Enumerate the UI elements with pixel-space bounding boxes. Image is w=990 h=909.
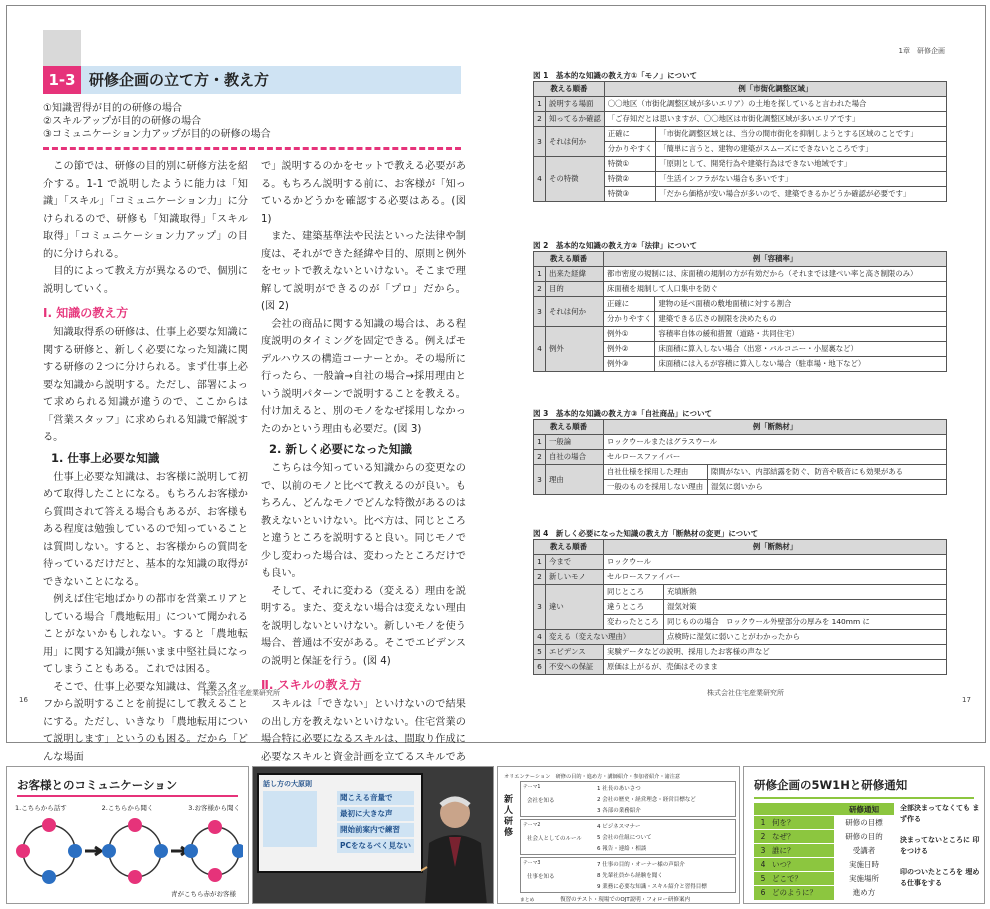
- row-key: 新しいモノ: [546, 570, 604, 585]
- sub-key: 例外②: [604, 342, 655, 357]
- row-num: 6: [760, 888, 766, 897]
- footer-tag: まとめ: [520, 898, 535, 903]
- row-number: 3: [534, 297, 546, 327]
- row-answer: 実施日時: [834, 858, 894, 871]
- row-key: 不安への保証: [546, 660, 604, 675]
- sub-value: 「原則として、開発行為や建築行為はできない地域です」: [656, 157, 947, 172]
- row-value: ロックウールまたはグラスウール: [604, 435, 947, 450]
- heading-skill: Ⅱ. スキルの教え方: [261, 678, 362, 692]
- table-header-row: [754, 803, 894, 816]
- row-answer: 実施場所: [834, 872, 894, 885]
- fig1-caption: 図 1 基本的な知識の教え方①「モノ」について: [533, 71, 697, 80]
- cycle-1: [16, 818, 82, 884]
- thumbnail-5w1h[interactable]: [743, 766, 985, 904]
- theme-items: [597, 784, 696, 817]
- board-item: 最初に大きな声: [337, 807, 414, 821]
- row-number: 5: [534, 645, 546, 660]
- fig4-caption: 図 4 新しく必要になった知識の教え方「断熱材の変更」について: [533, 529, 759, 538]
- row-num: 4: [760, 860, 766, 869]
- footer-text: 復習のテスト・現場でのOJT説明・フォロー研修案内: [560, 897, 690, 903]
- header-cell: 例「市街化調整区域」: [604, 82, 946, 97]
- objective-item: ③コミュニケーション力アップが目的の研修の場合: [43, 129, 271, 140]
- row-answer: 研修の目的: [834, 830, 894, 843]
- row-number: 1: [534, 267, 546, 282]
- row-number: 1: [534, 97, 546, 112]
- page-number-right: 17: [962, 696, 971, 704]
- fig3-caption: 図 3 基本的な知識の教え方③「自社商品」について: [533, 409, 713, 418]
- row-key: 一般論: [546, 435, 604, 450]
- theme-item: 7 仕事の目的・オーナー様の声紹介: [597, 862, 685, 868]
- thumbnail-communication[interactable]: [6, 766, 249, 904]
- sub-value: 湿気に弱いから: [708, 480, 947, 495]
- sub-value: 充填断熱: [664, 585, 947, 600]
- sub-value: 湿気対策: [664, 600, 947, 615]
- fig4-table: [533, 539, 947, 675]
- objective-item: ①知識習得が目的の研修の場合: [43, 103, 182, 114]
- book-spread: [6, 5, 986, 763]
- themes-list: [520, 781, 736, 903]
- row-number: 2: [534, 450, 546, 465]
- section-title: 研修企画の立て方・教え方: [89, 71, 270, 89]
- subheading: 2. 新しく必要になった知識: [269, 442, 412, 456]
- dashed-rule: [43, 147, 461, 150]
- row-number: 3: [534, 465, 546, 495]
- row-key: 変える（変えない理由）: [546, 630, 664, 645]
- running-head: 1章 研修企画: [898, 47, 945, 55]
- row-key: それは何か: [546, 127, 605, 157]
- row-key: それは何か: [546, 297, 604, 327]
- row-value: 点検時に湿気に弱いことがわかったから: [664, 630, 947, 645]
- row-answer: 研修の目標: [834, 816, 894, 829]
- sub-key: 同じところ: [604, 585, 664, 600]
- row-number: 3: [534, 127, 546, 157]
- sub-key: 正確に: [604, 297, 655, 312]
- cycle-diagram: [15, 815, 243, 889]
- theme-item: 8 先輩社員から経験を聞く: [597, 873, 663, 879]
- sub-key: 特徴①: [604, 157, 655, 172]
- board-item: 聞こえる音量で: [337, 791, 414, 805]
- paragraph: 目的によって教え方が異なるので、個別に説明していく。: [43, 266, 248, 295]
- row-key: 出来た経緯: [546, 267, 604, 282]
- paragraph: スキルは「できない」といけないので結果の出し方を教えないといけない。住宅営業の場合特に必要になるスキルは、間取り作成に必要なスキルと資金計画を立てるスキルであ: [261, 699, 466, 763]
- illustration: [263, 791, 317, 847]
- sub-value: 「生活インフラがない場合も多いです」: [656, 172, 947, 187]
- sub-value: 容積率自体の緩和措置（道路・共同住宅）: [655, 327, 947, 342]
- row-value: ロックウール: [604, 555, 947, 570]
- thumbnail-new-employee-training[interactable]: [497, 766, 740, 904]
- header-cell: 教える順番: [534, 420, 604, 435]
- sub-key: 特徴③: [604, 187, 655, 202]
- row-number: 1: [534, 435, 546, 450]
- board-items: [337, 791, 414, 853]
- cycle-3: [184, 820, 243, 882]
- step-label: 1.こちらから話す: [15, 804, 67, 812]
- sub-key: 分かりやすく: [604, 312, 655, 327]
- sub-key: 特徴②: [604, 172, 655, 187]
- sub-value: 「市街化調整区域とは、当分の間市街化を抑制しようとする区域のことです」: [656, 127, 947, 142]
- row-question: いつ？: [772, 860, 795, 869]
- presentation-screen: [257, 773, 423, 873]
- sub-value: 同じものの場合 ロックウール外壁部分の厚みを 140mm に: [664, 615, 947, 630]
- fig2-table: [533, 251, 947, 372]
- sub-key: 正確に: [604, 127, 655, 142]
- notes: [900, 803, 980, 889]
- header-cell: 例「容積率」: [604, 252, 947, 267]
- row-num: 2: [760, 832, 766, 841]
- row-value: セルロースファイバー: [604, 450, 947, 465]
- thumb-title: お客様とのコミュニケーション: [17, 778, 178, 792]
- row-key: 自社の場合: [546, 450, 604, 465]
- row-number: 4: [534, 157, 546, 202]
- row-number: 2: [534, 112, 546, 127]
- board-item: 開始前案内で練習: [337, 823, 414, 837]
- 5w1h-table: [754, 803, 894, 900]
- row-key: 知ってるか確認: [546, 112, 605, 127]
- col-head: 研修通知: [849, 805, 879, 814]
- table-row: [754, 858, 894, 872]
- legend-caption: 青がこちら赤がお客様: [171, 890, 236, 898]
- paragraph: こちらは今知っている知識からの変更なので、以前のモノと比べて教えるのが良い。もちろん、どんなモノでどんな特徴があるのは教えないといけない。比べ方は、同じところと違うところを説明すると良い。同じモノで少し変わった場合は、変わったところだけでも良い。: [261, 463, 466, 579]
- objectives-list: [43, 102, 271, 141]
- section-number: 1-3: [43, 66, 81, 94]
- subheading: 1. 仕事上必要な知識: [51, 450, 160, 465]
- sub-key: 変わったところ: [604, 615, 664, 630]
- sub-key: 分かりやすく: [604, 142, 655, 157]
- note: 決まってないところに 印をつける: [900, 836, 980, 855]
- row-value: 「ご存知だとは思いますが、〇〇地区は市街化調整区域が多いエリアです」: [604, 112, 946, 127]
- sub-key: 一般のものを採用しない理由: [604, 480, 708, 495]
- theme-label: 仕事を知る: [527, 874, 555, 880]
- row-number: 3: [534, 585, 546, 630]
- theme-block: [520, 819, 736, 855]
- row-value: セルロースファイバー: [604, 570, 947, 585]
- section-heading: [43, 66, 461, 94]
- row-num: 5: [760, 874, 766, 883]
- note: 印のついたところを 埋める仕事をする: [900, 868, 980, 887]
- table-row: [754, 830, 894, 844]
- summary-row: [520, 895, 736, 903]
- row-key: 違い: [546, 585, 604, 630]
- row-number: 1: [534, 555, 546, 570]
- thumbnail-seminar-video[interactable]: [252, 766, 494, 904]
- board-item: PCをなるべく見ない: [337, 839, 414, 853]
- row-answer: 進め方: [834, 886, 894, 900]
- step-label: 3.お客様から聞く: [188, 804, 240, 812]
- sub-key: 違うところ: [604, 600, 664, 615]
- theme-item: 4 ビジネスマナー: [597, 824, 641, 830]
- sub-key: 自社仕様を採用した理由: [604, 465, 708, 480]
- row-key: 今まで: [546, 555, 604, 570]
- paragraph: 例えば住宅地ばかりの都市を営業エリアとしている場合「農地転用」について聞かれることがないかもしれない。すると「農地転用」に関する知識が無いまま中堅社員になってしまうこともある。これでは困る。: [43, 594, 248, 675]
- row-value: 原価は上がるが、売価はそのまま: [604, 660, 947, 675]
- table-row: [754, 886, 894, 900]
- title-rule: [754, 797, 974, 799]
- orientation-header: オリエンテーション 研修の目的・進め方・講師紹介・参加者紹介・諸注意: [504, 774, 681, 780]
- row-number: 4: [534, 327, 546, 372]
- paragraph: そこで、仕事上必要な知識は、営業スタッフから説明することを前提にして教えることにする。ただし、いきなり「農地転用について説明します」というのも困る。だから「どんな場面: [43, 681, 248, 763]
- sub-value: 「簡単に言うと、建物の建築がスムーズにできないところです」: [656, 142, 947, 157]
- theme-block: [520, 857, 736, 893]
- theme-label: 社会人としてのルール: [527, 836, 582, 842]
- sub-value: 建築できる広さの制限を決めたもの: [655, 312, 947, 327]
- row-key: 例外: [546, 327, 604, 372]
- header-cell: 例「断熱材」: [604, 540, 947, 555]
- theme-item: 1 社長のあいさつ: [597, 786, 641, 792]
- speaker-figure: [421, 787, 494, 904]
- row-number: 2: [534, 570, 546, 585]
- fig3-table: [533, 419, 947, 495]
- note: 全部決まってなくても まず作る: [900, 804, 980, 823]
- vertical-label: 新人研修: [504, 795, 514, 838]
- table-row: [754, 844, 894, 858]
- sub-value: 「だから価格が安い場合が多いので、建築できるかどうか確認が必要です」: [656, 187, 947, 202]
- row-question: 誰に？: [772, 846, 795, 855]
- step-labels: [15, 803, 240, 812]
- theme-items: [597, 822, 652, 855]
- body-column-1: [43, 158, 248, 766]
- row-question: どこで？: [772, 874, 802, 883]
- paragraph: この節では、研修の目的別に研修方法を紹介する。1-1 で説明したように能力は「知識」「スキル」「コミュニケーション力」に分けられるので、研修も「知識取得」「スキル取得」「コミュニケーション力アップ」の目的に分けられる。: [43, 161, 248, 260]
- theme-label: 会社を知る: [527, 798, 555, 804]
- row-value: 〇〇地区（市街化調整区域が多いエリア）の土地を探していると言われた場合: [604, 97, 946, 112]
- row-value: 都市密度の規制には、床面積の規制の方が有効だから（それまでは建ぺい率と高さ制限のみ）: [604, 267, 947, 282]
- theme-tag: テーマ2: [523, 823, 541, 828]
- sub-value: 隙間がない、内部結露を防ぐ、防音や吸音にも効果がある: [708, 465, 947, 480]
- table-row: [754, 872, 894, 886]
- row-key: 理由: [546, 465, 604, 495]
- row-num: 3: [760, 846, 766, 855]
- body-column-2: [261, 158, 466, 784]
- heading-knowledge: Ⅰ. 知識の教え方: [43, 306, 129, 320]
- header-cell: 例「断熱材」: [604, 420, 947, 435]
- row-number: 6: [534, 660, 546, 675]
- table-row: [754, 816, 894, 830]
- row-value: 実験データなどの説明、採用したお客様の声など: [604, 645, 947, 660]
- row-key: エビデンス: [546, 645, 604, 660]
- theme-item: 6 報告・連絡・相談: [597, 846, 647, 852]
- objective-item: ②スキルアップが目的の研修の場合: [43, 116, 202, 127]
- header-cell: 教える順番: [534, 82, 605, 97]
- theme-item: 5 会社の仕組について: [597, 835, 652, 841]
- paragraph: 知識取得系の研修は、仕事上必要な知識に関する研修と、新しく必要になった知識に関する研修の２つに分けられる。まず仕事上必要な知識から説明する。ただし、部署によって求められる知識が違うので、ここからは「営業スタッフ」に求められる知識で解説する。: [43, 327, 248, 443]
- arrow-icon: [85, 847, 101, 855]
- theme-block: [520, 781, 736, 817]
- theme-item: 9 業務に必要な知識・スキル紹介と習得目標: [597, 884, 707, 890]
- theme-tag: テーマ3: [523, 861, 541, 866]
- theme-item: 3 各部の業務紹介: [597, 808, 641, 814]
- sub-key: 例外③: [604, 357, 655, 372]
- row-key: 説明する場面: [546, 97, 605, 112]
- row-number: 4: [534, 630, 546, 645]
- title-rule: [17, 795, 238, 797]
- step-label: 2.こちらから聞く: [101, 804, 154, 812]
- row-number: 2: [534, 282, 546, 297]
- thumb-title: 研修企画の5W1Hと研修通知: [754, 778, 908, 792]
- fig2-caption: 図 2 基本的な知識の教え方②「法律」について: [533, 241, 698, 250]
- row-key: その特徴: [546, 157, 605, 202]
- board-title: 話し方の大原則: [263, 780, 312, 788]
- row-question: 何を？: [772, 818, 795, 827]
- sub-key: 例外①: [604, 327, 655, 342]
- paragraph: で」説明するのかをセットで教える必要がある。もちろん説明する前に、お客様が「知っているかどうかを確認する必要はある。(図 1): [261, 161, 466, 225]
- row-answer: 受講者: [834, 844, 894, 857]
- sub-value: 床面積に算入しない場合（出窓・バルコニー・小屋裏など）: [655, 342, 947, 357]
- header-cell: 教える順番: [534, 540, 604, 555]
- theme-tag: テーマ1: [523, 785, 541, 790]
- theme-item: 2 会社の歴史・経営理念・経営目標など: [597, 797, 696, 803]
- fig1-table: [533, 81, 947, 202]
- sub-value: 床面積には入るが容積に算入しない場合（駐車場・地下など）: [655, 357, 947, 372]
- row-key: 目的: [546, 282, 604, 297]
- paragraph: そして、それに変わる（変える）理由を説明する。また、変えない場合は変えない理由を説明しないといけない。新しいモノを使う場合、普通は不安がある。そこでエビデンスの説明と保証を行う。(図 4): [261, 585, 466, 667]
- publisher-right: 株式会社住宅産業研究所: [707, 689, 784, 697]
- paragraph: 会社の商品に関する知識の場合は、ある程度説明のタイミングを固定できる。例えばモデルハウスの構造コーナーとか。その場所に行ったら、一般論→自社の場合→採用理由という説明パターンで説明することを教える。付け加えると、別のモノをなぜ採用しなかったのかという理由も必要だ。(図 3): [261, 318, 466, 435]
- row-num: 1: [760, 818, 766, 827]
- sub-value: 建物の延べ面積の敷地面積に対する割合: [655, 297, 947, 312]
- row-question: どのように？: [772, 888, 817, 897]
- publisher-left: 株式会社住宅産業研究所: [203, 689, 280, 697]
- cycle-2: [102, 818, 168, 884]
- row-question: なぜ？: [772, 832, 795, 841]
- paragraph: また、建築基準法や民法といった法律や制度は、それができた経緯や目的、原則と例外をセットで教えないといけない。そこまで理解して説明ができるのが「プロ」だから。(図 2): [261, 231, 466, 312]
- page-number-left: 16: [19, 696, 28, 704]
- row-value: 床面積を規制して人口集中を防ぐ: [604, 282, 947, 297]
- theme-items: [597, 860, 707, 893]
- paragraph: 仕事上必要な知識は、お客様に説明して初めて取得したことになる。もちろんお客様から質問されて答える場合もあるが、お客様もある程度は勉強しているので知っていることは質問しない。すると、お客様からの質問を待っているだけだと、基本的な知識の取得ができないことになる。: [43, 471, 248, 588]
- header-cell: 教える順番: [534, 252, 604, 267]
